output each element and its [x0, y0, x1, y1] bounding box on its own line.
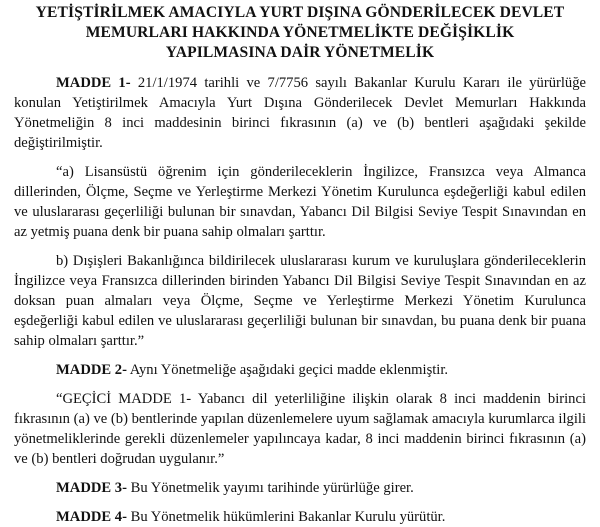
article-4-label: MADDE 4- — [56, 509, 127, 525]
document-title — [14, 3, 586, 63]
article-1 — [14, 73, 586, 153]
article-1-label: MADDE 1- — [56, 75, 131, 91]
article-1-text: 21/1/1974 tarihli ve 7/7756 sayılı Bakanlar Kurulu Kararı ile yürürlüğe konulan Yetiştirilmek Amacıyla Yurt Dışına Gönderilecek Devlet Memurları Hakkında Yönetmeliğin 8 inci maddesinin birinci fıkrasının (a) ve (b) bentleri aşağıdaki şekilde değiştirilmiştir. — [14, 75, 586, 151]
article-2-label: MADDE 2- — [56, 362, 127, 378]
article-1-quote-a: “a) Lisansüstü öğrenim için gönderileceklerin İngilizce, Fransızca veya Almanca dillerinden, Ölçme, Seçme ve Yerleştirme Merkezi Yönetim Kurulunca eşdeğerliği kabul edilen ve uluslararası geçerliliği bulunan bir sınavdan, Yabancı Dil Bilgisi Seviye Tespit Sınavından en az yetmiş puana denk bir puana sahip olmaları şarttır. — [14, 164, 586, 240]
article-4-text: Bu Yönetmelik hükümlerini Bakanlar Kurulu yürütür. — [126, 509, 446, 525]
article-2-text: Aynı Yönetmeliğe aşağıdaki geçici madde eklenmiştir. — [126, 362, 449, 378]
article-2-quote: “GEÇİCİ MADDE 1- Yabancı dil yeterliliğine ilişkin olarak 8 inci maddenin birinci fıkrasının (a) ve (b) bentlerinde yapılan düzenlemelere uyum sağlamak amacıyla kurumlarca ilgili yönetmeliklerinde gerekli düzenlemeler yapılıncaya kadar, 8 inci maddenin birinci fıkrasının (a) ve (b) bentleri doğrudan uygulanır.” — [14, 391, 586, 467]
article-4 — [14, 507, 586, 527]
title-line-3: YAPILMASINA DAİR YÖNETMELİK — [165, 44, 435, 61]
article-1-quote-b: b) Dışişleri Bakanlığınca bildirilecek uluslararası kurum ve kuruluşlara gönderileceklerin İngilizce veya Fransızca dillerinden birinden Yabancı Dil Bilgisi Seviye Tespit Sınavından en az doksan puan almaları veya Ölçme, Seçme ve Yerleştirme Merkezi Yönetim Kurulunca eşdeğerliği kabul edilen ve uluslararası geçerliliği bulunan bir sınavdan, bu puana denk bir puana sahip olmaları şarttır.” — [14, 253, 586, 349]
article-3-label: MADDE 3- — [56, 480, 127, 496]
title-line-1: YETİŞTİRİLMEK AMACIYLA YURT DIŞINA GÖNDERİLECEK DEVLET — [35, 4, 565, 21]
title-line-2: MEMURLARI HAKKINDA YÖNETMELİKTE DEĞİŞİKLİK — [85, 24, 515, 41]
article-3 — [14, 478, 586, 498]
article-3-text: Bu Yönetmelik yayımı tarihinde yürürlüğe girer. — [126, 480, 414, 496]
article-2 — [14, 360, 586, 380]
